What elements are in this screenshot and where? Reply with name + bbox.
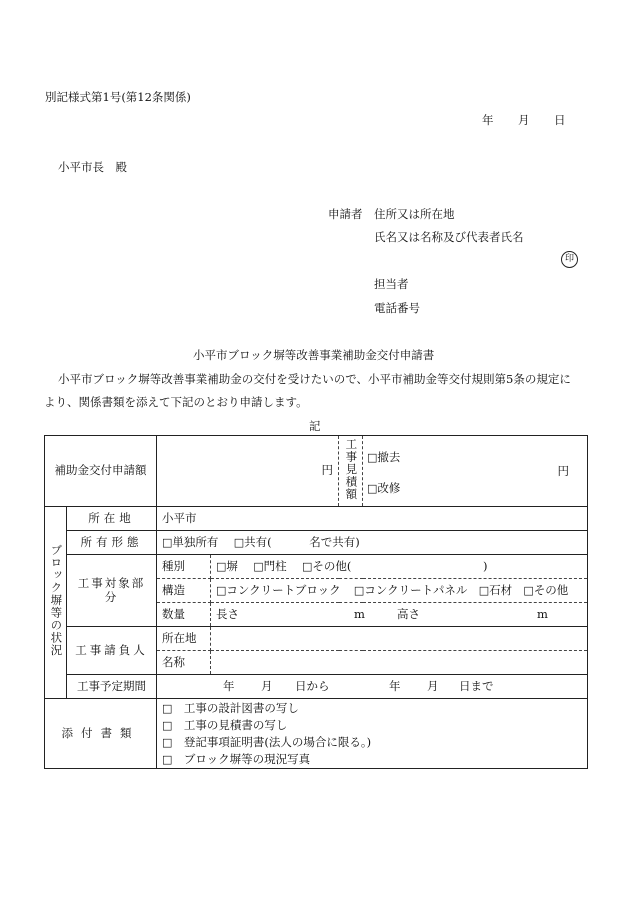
addressee: 小平市長 殿	[58, 160, 127, 174]
attachments-row	[45, 699, 588, 769]
phone-number: 電話番号	[374, 301, 420, 315]
repair-option[interactable]	[367, 482, 400, 496]
contractor-address-input[interactable]	[211, 627, 588, 651]
shared-ownership-checkbox[interactable]: □	[233, 535, 245, 549]
structure-options	[211, 579, 588, 603]
concrete-block-label: コンクリートブロック	[226, 582, 341, 597]
ownership-options	[157, 531, 588, 555]
body-text-line-2: より、関係書類を添えて下記のとおり申請します。	[44, 395, 308, 409]
location-label: 所在地	[67, 507, 157, 531]
shared-ownership-suffix: 名で共有)	[309, 534, 360, 549]
seal-mark: 印	[561, 251, 578, 268]
applicant-label: 申請者	[328, 207, 363, 221]
attachment-checkbox[interactable]: □	[162, 718, 173, 732]
type-other-close: )	[483, 558, 488, 573]
target-label: 工事対象部分	[67, 555, 157, 627]
document-title: 小平市ブロック塀等改善事業補助金交付申請書	[193, 348, 435, 362]
form-reference: 別記様式第1号(第12条関係)	[45, 90, 191, 104]
contractor-address-row	[45, 627, 588, 651]
amount-yen: 円	[321, 463, 333, 478]
applicant-address: 住所又は所在地	[374, 207, 455, 221]
ownership-label: 所有形態	[67, 531, 157, 555]
single-ownership-checkbox[interactable]: □	[162, 535, 173, 549]
type-label: 種別	[157, 555, 211, 579]
date-year: 年	[482, 113, 494, 127]
contractor-address-label: 所在地	[157, 627, 211, 651]
structure-other-label: その他	[533, 582, 569, 597]
schedule-input[interactable]	[157, 675, 588, 699]
date-month: 月	[518, 113, 530, 127]
applicant-name: 氏名又は名称及び代表者氏名	[374, 230, 524, 244]
wall-label: 塀	[226, 558, 238, 573]
contractor-name-input[interactable]	[211, 651, 588, 675]
type-other-label: その他(	[312, 558, 352, 573]
location-row	[45, 507, 588, 531]
removal-option[interactable]	[367, 451, 400, 465]
attachment-label: 登記事項証明書(法人の場合に限る。)	[183, 734, 372, 749]
estimate-label-cell	[339, 436, 363, 507]
length-unit: m	[354, 607, 365, 621]
ownership-row	[45, 531, 588, 555]
wall-checkbox[interactable]: □	[216, 559, 227, 573]
structure-other-checkbox[interactable]: □	[523, 583, 534, 597]
type-options	[211, 555, 588, 579]
contact-person: 担当者	[374, 277, 409, 291]
length-input[interactable]	[241, 605, 351, 623]
removal-checkbox[interactable]: □	[367, 451, 378, 464]
stone-checkbox[interactable]: □	[478, 583, 490, 597]
height-label: 高さ	[397, 607, 420, 621]
repair-label: 改修	[377, 481, 401, 495]
height-input[interactable]	[423, 605, 533, 623]
application-table	[44, 435, 588, 769]
location-value[interactable]: 小平市	[157, 507, 588, 531]
start-day-from: 日から	[295, 679, 330, 693]
estimate-yen: 円	[557, 464, 569, 478]
amount-input[interactable]	[157, 436, 339, 507]
type-other-checkbox[interactable]: □	[301, 559, 313, 573]
body-text-line-1: 小平市ブロック塀等改善事業補助金の交付を受けたいので、小平市補助金等交付規則第5条の規定に	[58, 372, 571, 386]
shared-ownership-label: 共有(	[244, 534, 272, 549]
end-month: 月	[427, 679, 439, 693]
removal-label: 撤去	[377, 450, 401, 464]
attachments-label: 添付書類	[45, 699, 157, 769]
start-month: 月	[261, 679, 273, 693]
attachment-item	[162, 700, 582, 717]
block-status-label: ブロック塀等の状況	[49, 544, 64, 657]
contractor-label: 工事請負人	[67, 627, 157, 675]
start-year: 年	[223, 679, 235, 693]
end-year: 年	[389, 679, 401, 693]
attachments-list	[157, 699, 588, 769]
date-day: 日	[554, 113, 566, 127]
attachment-label: 工事の設計図書の写し	[183, 700, 299, 715]
schedule-row	[45, 675, 588, 699]
estimate-input[interactable]	[363, 436, 588, 507]
quantity-values	[211, 603, 588, 627]
attachment-checkbox[interactable]: □	[162, 752, 173, 766]
estimate-label: 工事見積額	[344, 437, 359, 501]
concrete-block-checkbox[interactable]: □	[216, 583, 227, 597]
attachment-label: 工事の見積書の写し	[183, 717, 288, 732]
ki-label: 記	[309, 419, 321, 433]
contractor-name-label: 名称	[157, 651, 211, 675]
amount-label: 補助金交付申請額	[45, 436, 157, 507]
length-label: 長さ	[216, 607, 239, 621]
attachment-checkbox[interactable]: □	[162, 735, 173, 749]
attachment-label: ブロック塀等の現況写真	[183, 751, 311, 766]
type-row	[45, 555, 588, 579]
attachment-item	[162, 734, 582, 751]
attachment-item	[162, 751, 582, 768]
gatepost-checkbox[interactable]: □	[253, 559, 264, 573]
stone-label: 石材	[489, 582, 513, 597]
structure-label: 構造	[157, 579, 211, 603]
gatepost-label: 門柱	[263, 558, 287, 573]
repair-checkbox[interactable]: □	[367, 482, 378, 495]
height-unit: m	[537, 607, 548, 621]
end-day-to: 日まで	[459, 679, 494, 693]
block-status-label-cell	[45, 507, 67, 699]
concrete-panel-label: コンクリートパネル	[364, 582, 468, 597]
attachment-item	[162, 717, 582, 734]
quantity-label: 数量	[157, 603, 211, 627]
concrete-panel-checkbox[interactable]: □	[353, 583, 365, 597]
schedule-label: 工事予定期間	[67, 675, 157, 699]
single-ownership-label: 単独所有	[172, 534, 219, 549]
attachment-checkbox[interactable]: □	[162, 701, 173, 715]
amount-row	[45, 436, 588, 507]
